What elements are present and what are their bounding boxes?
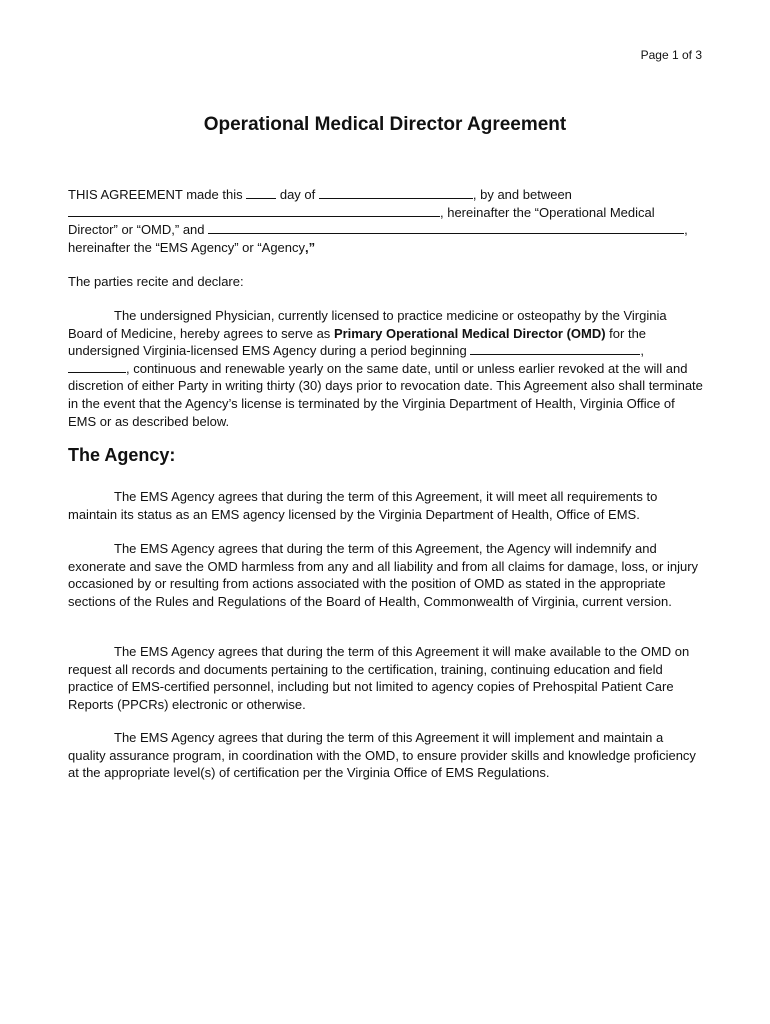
intro-text: THIS AGREEMENT made this xyxy=(68,187,243,202)
recital-line: The parties recite and declare: xyxy=(68,274,244,289)
omd-role-bold: Primary Operational Medical Director (OMD) xyxy=(333,325,606,341)
intro-text: day of xyxy=(279,187,316,202)
start-date-blank[interactable] xyxy=(470,342,640,355)
agency-paragraph: The EMS Agency agrees that during the term of this Agreement it will implement and maintain a quality assurance program, in coordination with the OMD, to ensure provider skills and knowledge proficiency at the appropriate level(s) of certification per the Virginia Office of EMS Regulations. xyxy=(68,730,696,781)
intro-text: ,” xyxy=(305,239,316,255)
paragraph-text: , xyxy=(640,343,644,359)
agreement-intro xyxy=(68,186,704,256)
document-title: Operational Medical Director Agreement xyxy=(203,114,567,135)
agency-paragraph: The EMS Agency agrees that during the term of this Agreement, the Agency will indemnify and exonerate and save the OMD harmless from any and all liability and from all claims for damage, loss, or injury occasioned by or resulting from actions associated with the position of OMD as stated in the appropriate sections of the Rules and Regulations of the Board of Health, Commonwealth of Virginia, current version. xyxy=(68,541,699,609)
agency-paragraph: The EMS Agency agrees that during the term of this Agreement, it will meet all requirements to maintain its status as an EMS agency licensed by the Virginia Department of Health, Office of EMS. xyxy=(68,489,658,522)
intro-text: , xyxy=(684,222,688,238)
section-heading: The Agency: xyxy=(68,445,176,465)
intro-text: Director” or “OMD,” and xyxy=(68,222,205,238)
term-paragraph xyxy=(68,307,704,430)
start-year-blank[interactable] xyxy=(68,360,126,373)
day-blank[interactable] xyxy=(246,186,276,199)
agency-name-blank[interactable] xyxy=(208,221,684,234)
paragraph-text: The undersigned Physician, currently licensed to practice medicine or osteopathy by the Virginia Board of Medicine, hereby agrees to serve as xyxy=(68,308,667,341)
month-blank[interactable] xyxy=(319,186,473,199)
agency-paragraph: The EMS Agency agrees that during the term of this Agreement it will make available to the OMD on request all records and documents pertaining to the certification, training, continuing education and field practice of EMS-certified personnel, including but not limited to agency copies of Prehospital Patient Care Reports (PPCRs) electronic or otherwise. xyxy=(68,644,690,712)
physician-name-blank[interactable] xyxy=(68,204,440,217)
intro-text: hereinafter the “EMS Agency” or “Agency xyxy=(68,239,306,255)
page-number: Page 1 of 3 xyxy=(640,48,702,62)
paragraph-text: for the undersigned Virginia-licensed EMS Agency during a period beginning xyxy=(68,325,647,359)
intro-text: , hereinafter the “Operational Medical xyxy=(440,204,655,220)
intro-text: , by and between xyxy=(472,187,572,202)
paragraph-text: , continuous and renewable yearly on the same date, until or unless earlier revoked at the will and discretion of either Party in writing thirty (30) days prior to revocation date. This Agreement also shall terminate in the event that the Agency’s license is terminated by the Virginia Department of Health, Virginia Office of EMS or as described below. xyxy=(68,360,703,429)
